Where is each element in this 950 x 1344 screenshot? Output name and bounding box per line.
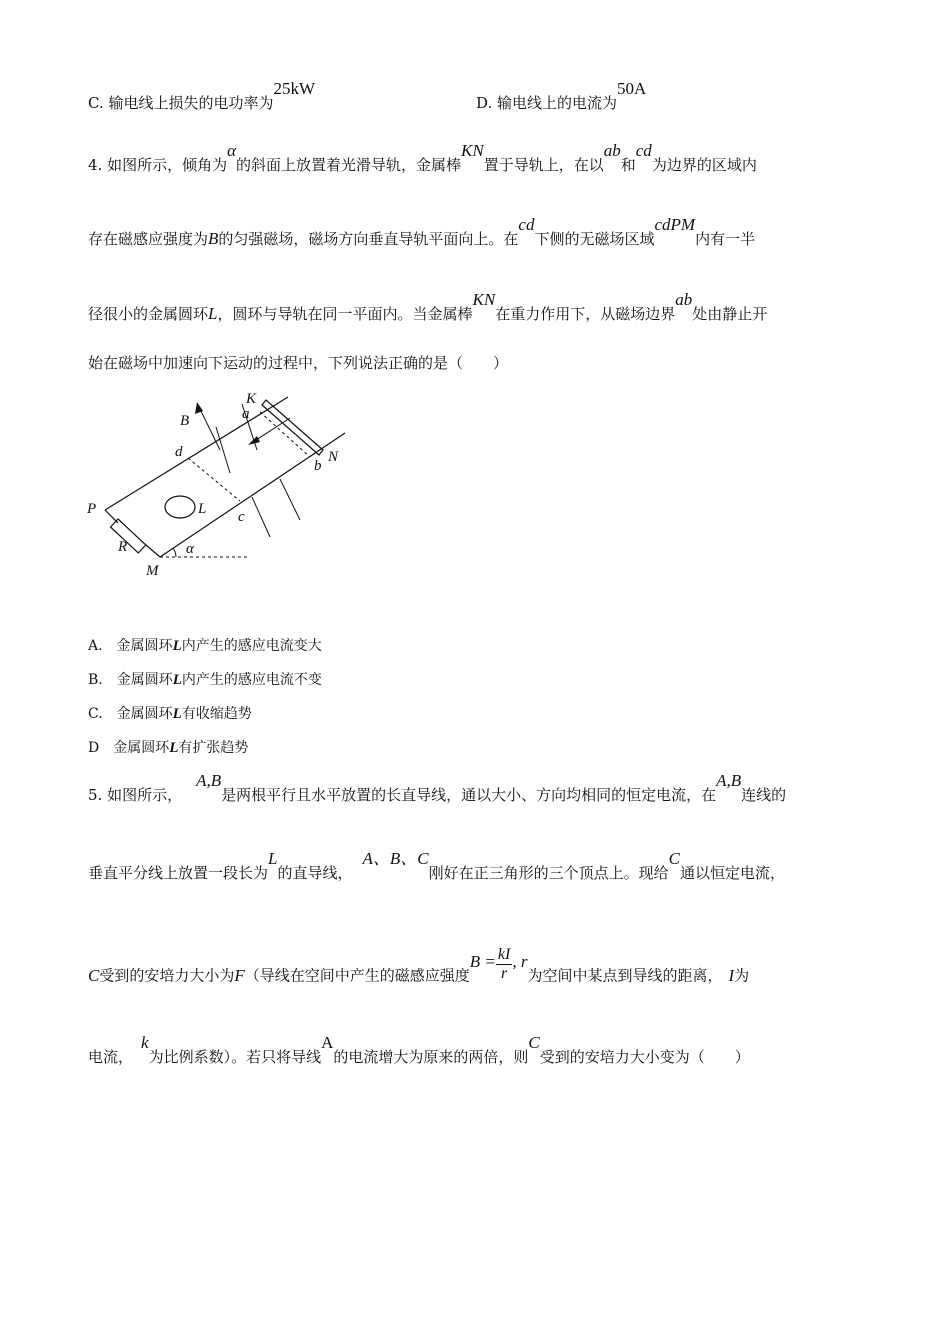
q5-text: 为 [734, 966, 750, 985]
q5-text: 垂直平分线上放置一段长为 [88, 864, 269, 882]
q5-text: 为空间中某点到导线的距离， [527, 966, 723, 985]
q4-text: 处由静止开 [692, 305, 768, 323]
q4-text: 在重力作用下，从磁场边界 [495, 305, 676, 323]
label-b-point: b [314, 458, 322, 474]
option-text: B. 金属圆环 [88, 672, 173, 688]
q4-text: 为边界的区域内 [651, 156, 757, 174]
option-d-line [476, 79, 647, 113]
label-alpha: α [186, 541, 194, 557]
q5-var-l: L [268, 849, 278, 868]
boundary-ab [260, 412, 310, 457]
q5-text: 受到的安培力大小变为（ ） [539, 1048, 750, 1066]
label-c: c [238, 509, 245, 525]
q5-text: 为比例系数）。若只将导线 [148, 1048, 322, 1066]
q5-var-ab: A,B [716, 771, 742, 790]
field-line [280, 479, 300, 520]
q4-option-b[interactable] [88, 669, 322, 689]
q5-var-abc: A、B、C [362, 849, 429, 868]
field-line [252, 497, 270, 537]
q5-text: 的电流增大为原来的两倍，则 [333, 1048, 529, 1066]
q5-var-k: k [141, 1033, 149, 1052]
q5-line-3 [88, 946, 750, 995]
q5-text: 电流， [88, 1048, 134, 1066]
label-m: M [146, 563, 159, 579]
q4-text: 4. 如图所示，倾角为 [88, 156, 228, 174]
q4-text: ，圆环与导轨在同一平面内。当金属棒 [217, 305, 473, 323]
q5-var-ab: A,B [196, 771, 222, 790]
fraction-numerator: kI [497, 946, 511, 963]
q4-line-4: 始在磁场中加速向下运动的过程中，下列说法正确的是（ ） [88, 354, 509, 372]
motion-arrow [253, 418, 290, 442]
label-k: K [246, 391, 257, 407]
q4-line-2 [88, 215, 756, 249]
q4-line-3 [88, 290, 768, 324]
boundary-cd [188, 458, 240, 501]
option-text: C. 金属圆环 [88, 706, 173, 722]
q5-formula-b: B = [469, 951, 496, 971]
option-text: 内产生的感应电流不变 [181, 672, 322, 688]
q4-option-a[interactable] [88, 635, 322, 655]
label-a: a [242, 406, 250, 422]
option-text: D 金属圆环 [88, 740, 170, 756]
ring-l [165, 496, 195, 518]
q4-var-b: B [208, 229, 219, 248]
q4-var-cd: cd [635, 141, 652, 160]
option-d-value: 50A [617, 79, 647, 98]
q5-text: 刚好在正三角形的三个顶点上。现给 [428, 864, 669, 882]
option-text: 内产生的感应电流变大 [181, 638, 322, 654]
lower-rail [160, 433, 345, 557]
q4-text: 和 [620, 156, 636, 174]
incline-rail-figure [80, 385, 380, 585]
q5-text: 是两根平行且水平放置的长直导线，通以大小、方向均相同的恒定电流，在 [221, 786, 717, 804]
label-n: N [328, 449, 339, 465]
q5-var-c: C [88, 965, 100, 985]
option-c-value: 25kW [273, 79, 316, 98]
q4-text: 存在磁感应强度为 [88, 230, 209, 248]
q5-line-2 [88, 849, 785, 883]
label-r: R [118, 539, 128, 555]
option-text: 有收缩趋势 [181, 706, 252, 722]
q4-text: 径很小的金属圆环 [88, 305, 209, 323]
q5-var-f: F [234, 965, 245, 985]
option-var-l: L [172, 638, 182, 654]
q4-text: 下侧的无磁场区域 [534, 230, 655, 248]
option-d-text: D. 输电线上的电流为 [476, 94, 618, 112]
q4-line-1 [88, 141, 757, 175]
angle-arc [173, 548, 176, 557]
option-var-l: L [172, 706, 182, 722]
label-b: B [180, 413, 190, 429]
q4-text: 内有一半 [695, 230, 756, 248]
pm-wire [146, 545, 160, 557]
q5-text: 5. 如图所示， [88, 786, 183, 804]
q4-var-kn: KN [472, 290, 496, 309]
q5-text: 连线的 [741, 786, 787, 804]
q4-var-l: L [208, 304, 218, 323]
label-l: L [198, 501, 207, 517]
label-d: d [175, 444, 183, 460]
q5-var-c: C [668, 849, 680, 868]
q5-var-r: , r [512, 951, 528, 971]
q4-var-ab: ab [675, 290, 693, 309]
q4-text: 的匀强磁场，磁场方向垂直导轨平面向上。在 [218, 230, 519, 248]
q5-var-a: A [321, 1033, 334, 1052]
q5-var-c: C [528, 1033, 540, 1052]
option-var-l: L [172, 672, 182, 688]
q5-fraction [496, 946, 512, 983]
motion-arrowhead [248, 436, 260, 445]
q4-var-alpha: α [227, 141, 237, 160]
q4-var-ab: ab [603, 141, 621, 160]
fraction-denominator: r [500, 965, 508, 982]
rod-kn [262, 400, 323, 455]
label-p: P [87, 501, 97, 517]
option-c-text: C. 输电线上损失的电功率为 [88, 94, 274, 112]
q5-var-i: I [728, 965, 735, 985]
q4-var-kn: KN [461, 141, 484, 160]
q5-line-4 [88, 1033, 750, 1067]
q4-var-cdpm: cdPM [654, 215, 696, 234]
q5-text: 受到的安培力大小为 [99, 966, 235, 985]
option-text: 有扩张趋势 [178, 740, 249, 756]
q4-var-cd: cd [518, 215, 535, 234]
q4-option-d[interactable] [88, 737, 248, 757]
q5-text: 的直导线， [277, 864, 353, 882]
q4-text: 的斜面上放置着光滑导轨，金属棒 [236, 156, 462, 174]
q5-text: （导线在空间中产生的磁感应强度 [244, 966, 470, 985]
q5-text: 通以恒定电流， [679, 864, 785, 882]
q5-line-1 [88, 771, 787, 805]
q4-option-c[interactable] [88, 703, 252, 723]
option-text: A. 金属圆环 [88, 638, 173, 654]
upper-rail [105, 397, 288, 510]
option-c-line [88, 79, 316, 113]
q4-text: 置于导轨上，在以 [483, 156, 604, 174]
resistor-r [110, 519, 145, 553]
option-var-l: L [169, 740, 179, 756]
